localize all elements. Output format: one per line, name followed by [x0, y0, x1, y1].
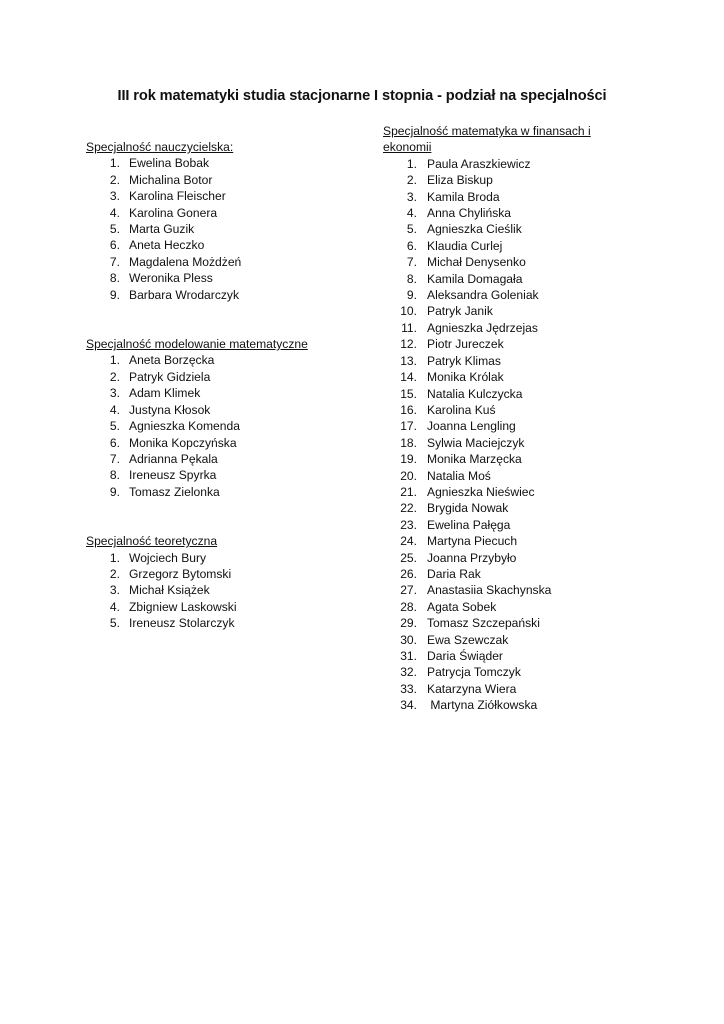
- student-name: Agnieszka Nieświec: [427, 484, 535, 499]
- item-number: 2.: [109, 172, 120, 187]
- section-heading: Specjalność matematyka w finansach i ekonomii: [383, 124, 591, 155]
- item-number: 32.: [400, 665, 417, 680]
- item-number: 7.: [109, 254, 120, 269]
- list-item: [383, 484, 643, 500]
- list-item: [383, 468, 643, 484]
- list-item: [383, 517, 643, 533]
- section-nauczycielska: [86, 139, 346, 303]
- list-item: [383, 271, 643, 287]
- list-item: [383, 582, 643, 598]
- list-item: [383, 369, 643, 385]
- item-number: 18.: [400, 435, 417, 450]
- list-item: [383, 451, 643, 467]
- student-name: Daria Świąder: [427, 649, 503, 663]
- section-heading: Specjalność modelowanie matematyczne: [86, 337, 308, 352]
- list-item: [86, 451, 346, 467]
- list-item: [383, 402, 643, 418]
- left-column: [86, 139, 346, 632]
- student-name: Joanna Lengling: [427, 419, 516, 434]
- student-name: Karolina Gonera: [129, 205, 218, 220]
- item-number: 7.: [109, 451, 120, 466]
- student-name: Sylwia Maciejczyk: [427, 435, 525, 450]
- item-number: 7.: [406, 255, 417, 270]
- list-item: [86, 566, 346, 582]
- student-list: [86, 550, 346, 632]
- student-name: Katarzyna Wiera: [427, 681, 517, 696]
- list-item: [86, 369, 346, 385]
- list-item: [383, 189, 643, 205]
- list-item: [383, 238, 643, 254]
- student-name: Weronika Pless: [129, 271, 213, 286]
- item-number: 19.: [400, 452, 417, 467]
- student-name: Patryk Klimas: [427, 353, 501, 368]
- student-name: Adam Klimek: [129, 386, 201, 401]
- list-item: [383, 632, 643, 648]
- item-number: 13.: [400, 353, 417, 368]
- student-list: [86, 352, 346, 500]
- student-name: Ewelina Pałęga: [427, 517, 511, 532]
- item-number: 9.: [406, 288, 417, 303]
- item-number: 3.: [109, 386, 120, 401]
- item-number: 4.: [109, 402, 120, 417]
- list-item: [383, 386, 643, 402]
- item-number: 5.: [406, 222, 417, 237]
- list-item: [383, 418, 643, 434]
- list-item: [86, 484, 346, 500]
- list-item: [383, 156, 643, 172]
- list-item: [383, 664, 643, 680]
- item-number: 8.: [406, 271, 417, 286]
- item-number: 31.: [400, 649, 417, 663]
- list-item: [383, 205, 643, 221]
- student-name: Patrycja Tomczyk: [427, 665, 521, 680]
- list-item: [383, 500, 643, 516]
- student-name: Aneta Heczko: [129, 238, 205, 253]
- item-number: 15.: [400, 386, 417, 401]
- page-title: III rok matematyki studia stacjonarne I stopnia - podział na specjalności: [117, 88, 607, 104]
- student-name: Agnieszka Jędrzejas: [427, 320, 538, 335]
- student-name: Michalina Botor: [129, 172, 213, 187]
- item-number: 1.: [406, 156, 417, 171]
- item-number: 11.: [401, 320, 417, 335]
- item-number: 9.: [109, 484, 120, 499]
- list-item: [383, 254, 643, 270]
- list-item: [383, 435, 643, 451]
- student-name: Justyna Kłosok: [129, 402, 211, 417]
- list-item: [383, 303, 643, 319]
- student-name: Agnieszka Komenda: [129, 419, 240, 434]
- item-number: 4.: [406, 206, 417, 221]
- list-item: [86, 599, 346, 615]
- item-number: 2.: [109, 566, 120, 581]
- list-item: [86, 155, 346, 171]
- right-column: [383, 123, 643, 714]
- student-name: Patryk Janik: [427, 304, 493, 319]
- item-number: 28.: [400, 599, 417, 614]
- student-name: Tomasz Zielonka: [129, 484, 220, 499]
- list-item: [86, 550, 346, 566]
- student-name: Aneta Borzęcka: [129, 353, 215, 368]
- list-item: [86, 418, 346, 434]
- item-number: 27.: [400, 583, 417, 598]
- item-number: 8.: [109, 271, 120, 286]
- student-name: Ireneusz Spyrka: [129, 468, 217, 483]
- item-number: 3.: [406, 189, 417, 204]
- item-number: 20.: [400, 468, 417, 483]
- student-name: Kamila Broda: [427, 189, 500, 204]
- item-number: 2.: [406, 173, 417, 188]
- item-number: 16.: [400, 402, 417, 417]
- list-item: [383, 221, 643, 237]
- section-modelowanie: [86, 336, 346, 500]
- list-item: [86, 270, 346, 286]
- list-item: [383, 172, 643, 188]
- list-item: [383, 550, 643, 566]
- student-name: Martyna Piecuch: [427, 534, 518, 549]
- student-name: Kamila Domagała: [427, 271, 523, 286]
- student-name: Ewelina Bobak: [129, 156, 210, 171]
- list-item: [86, 205, 346, 221]
- list-item: [383, 320, 643, 336]
- item-number: 22.: [400, 501, 417, 516]
- list-item: [383, 681, 643, 697]
- item-number: 6.: [406, 238, 417, 253]
- item-number: 2.: [109, 369, 120, 384]
- student-name: Natalia Moś: [427, 468, 491, 483]
- item-number: 4.: [109, 205, 120, 220]
- student-name: Ireneusz Stolarczyk: [129, 616, 235, 631]
- item-number: 29.: [400, 616, 417, 631]
- student-name: Karolina Fleischer: [129, 189, 226, 204]
- list-item: [86, 352, 346, 368]
- item-number: 6.: [109, 238, 120, 253]
- list-item: [383, 697, 643, 713]
- list-item: [86, 188, 346, 204]
- student-name: Wojciech Bury: [129, 550, 207, 565]
- item-number: 3.: [109, 189, 120, 204]
- student-name: Piotr Jureczek: [427, 337, 504, 352]
- student-name: Zbigniew Laskowski: [129, 599, 237, 614]
- item-number: 21.: [400, 484, 417, 499]
- list-item: [383, 599, 643, 615]
- list-item: [86, 402, 346, 418]
- list-item: [383, 615, 643, 631]
- list-item: [383, 336, 643, 352]
- item-number: 4.: [109, 599, 120, 614]
- student-name: Anastasiia Skachynska: [427, 583, 552, 598]
- list-item: [383, 353, 643, 369]
- list-item: [383, 566, 643, 582]
- item-number: 10.: [400, 304, 417, 319]
- student-name: Joanna Przybyło: [427, 550, 517, 565]
- student-name: Adrianna Pękala: [129, 451, 218, 466]
- student-name: Grzegorz Bytomski: [129, 566, 232, 581]
- item-number: 5.: [109, 419, 120, 434]
- item-number: 34.: [400, 698, 417, 713]
- student-name: Aleksandra Goleniak: [427, 288, 539, 303]
- student-name: Agata Sobek: [427, 599, 497, 614]
- student-name: Marta Guzik: [129, 222, 195, 237]
- student-name: Tomasz Szczepański: [427, 616, 540, 631]
- student-name: Karolina Kuś: [427, 402, 496, 417]
- student-list: [86, 155, 346, 303]
- list-item: [86, 287, 346, 303]
- list-item: [86, 254, 346, 270]
- list-item: [86, 385, 346, 401]
- item-number: 33.: [400, 681, 417, 696]
- item-number: 5.: [109, 222, 120, 237]
- item-number: 25.: [400, 550, 417, 565]
- student-name: Ewa Szewczak: [427, 632, 509, 647]
- list-item: [86, 237, 346, 253]
- student-name: Monika Kopczyńska: [129, 435, 237, 450]
- item-number: 24.: [400, 534, 417, 549]
- student-name: Michał Książek: [129, 583, 210, 598]
- item-number: 3.: [109, 583, 120, 598]
- list-item: [86, 467, 346, 483]
- student-name: Paula Araszkiewicz: [427, 156, 531, 171]
- item-number: 9.: [109, 287, 120, 302]
- item-number: 30.: [400, 632, 417, 647]
- item-number: 23.: [400, 517, 417, 532]
- list-item: [86, 435, 346, 451]
- list-item: [383, 287, 643, 303]
- list-item: [86, 582, 346, 598]
- section-finanse: [383, 123, 643, 714]
- student-name: Monika Marzęcka: [427, 452, 522, 467]
- student-name: Patryk Gidziela: [129, 369, 211, 384]
- student-name: Martyna Ziółkowska: [427, 698, 538, 713]
- student-name: Anna Chylińska: [427, 206, 512, 221]
- item-number: 14.: [400, 370, 417, 385]
- item-number: 1.: [109, 353, 120, 368]
- student-name: Barbara Wrodarczyk: [129, 287, 240, 302]
- student-name: Daria Rak: [427, 566, 481, 581]
- student-name: Natalia Kulczycka: [427, 386, 523, 401]
- list-item: [86, 172, 346, 188]
- list-item: [383, 533, 643, 549]
- item-number: 12.: [400, 337, 417, 352]
- item-number: 1.: [109, 550, 120, 565]
- item-number: 8.: [109, 468, 120, 483]
- student-name: Eliza Biskup: [427, 173, 493, 188]
- student-name: Brygida Nowak: [427, 501, 509, 516]
- list-item: [86, 221, 346, 237]
- item-number: 5.: [109, 616, 120, 631]
- student-name: Agnieszka Cieślik: [427, 222, 522, 237]
- student-list: [383, 156, 643, 714]
- student-name: Michał Denysenko: [427, 255, 526, 270]
- section-teoretyczna: [86, 533, 346, 631]
- list-item: [86, 615, 346, 631]
- student-name: Monika Królak: [427, 370, 504, 385]
- student-name: Magdalena Możdżeń: [129, 254, 242, 269]
- list-item: [383, 648, 643, 664]
- item-number: 26.: [400, 566, 417, 581]
- student-name: Klaudia Curlej: [427, 238, 503, 253]
- section-heading: Specjalność nauczycielska:: [86, 140, 234, 154]
- item-number: 1.: [109, 156, 120, 171]
- item-number: 6.: [109, 435, 120, 450]
- section-heading: Specjalność teoretyczna: [86, 534, 218, 549]
- item-number: 17.: [400, 419, 417, 434]
